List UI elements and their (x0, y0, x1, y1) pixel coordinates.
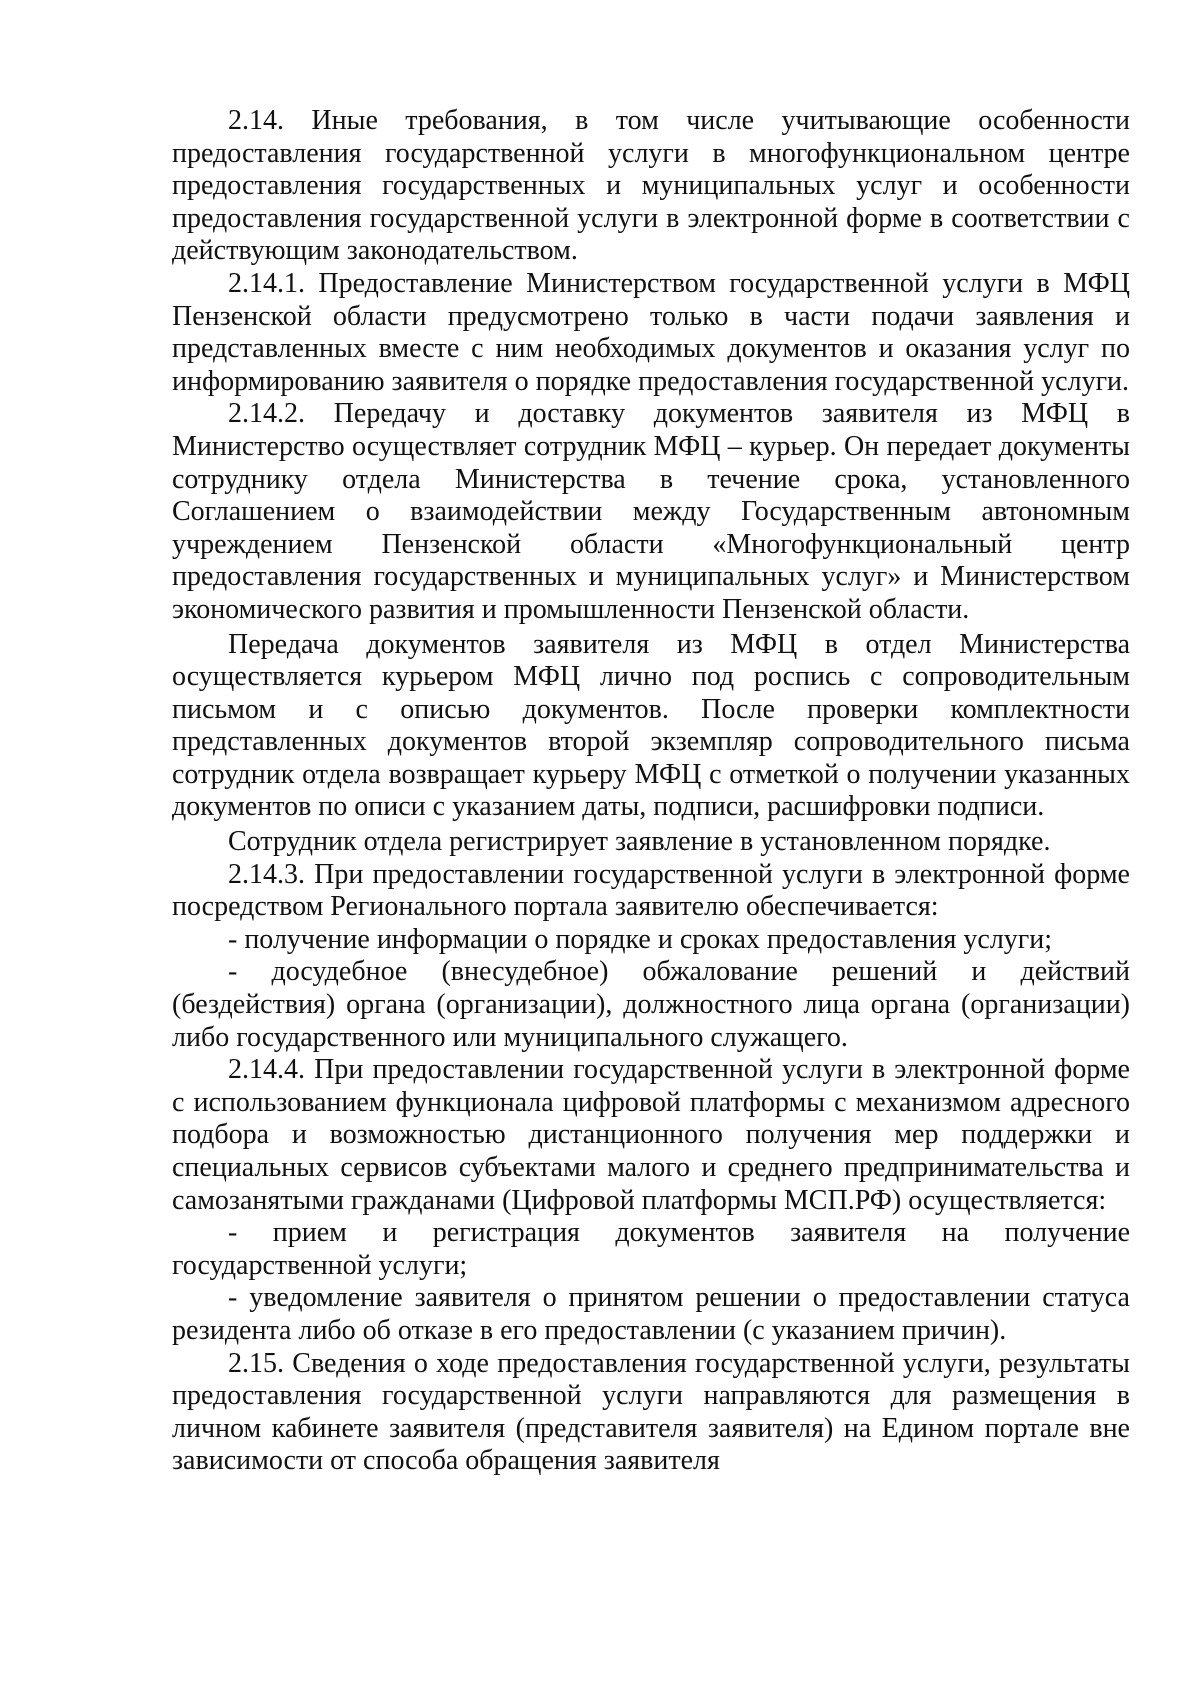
paragraph-document-transfer: Передача документов заявителя из МФЦ в отдел Министерства осуществляется курьером МФЦ лично под роспись с сопроводительным письмом и с описью документов. После проверки комплектности представленных документов второй экземпляр сопроводительного письма сотрудник отдела возвращает курьеру МФЦ с отметкой о получении указанных документов по описи с указанием даты, подписи, расшифровки подписи. (172, 628, 1130, 823)
paragraph-2-15: 2.15. Сведения о ходе предоставления государственной услуги, результаты предоставления государственной услуги направляются для размещения в личном кабинете заявителя (представителя заявителя) на Едином портале вне зависимости от способа обращения заявителя (172, 1347, 1130, 1477)
document-page (172, 105, 1130, 1478)
paragraph-2-14: 2.14. Иные требования, в том числе учитывающие особенности предоставления государственной услуги в многофункциональном центре предоставления государственных и муниципальных услуг и особенности предоставления государственной услуги в электронной форме в соответствии с действующим законодательством. (172, 105, 1130, 267)
paragraph-registration: Сотрудник отдела регистрирует заявление в установленном порядке. (228, 826, 1051, 858)
paragraph-2-14-4: 2.14.4. При предоставлении государственной услуги в электронной форме с использованием функционала цифровой платформы с механизмом адресного подбора и возможностью дистанционного получения мер поддержки и специальных сервисов субъектами малого и среднего предпринимательства и самозанятыми гражданами (Цифровой платформы МСП.РФ) осуществляется: (172, 1054, 1130, 1216)
list-item-information: - получение информации о порядке и сроках предоставления услуги; (228, 923, 1053, 955)
list-item-reception: - прием и регистрация документов заявителя на получение государственной услуги; (172, 1217, 1130, 1281)
list-item-appeal: - досудебное (внесудебное) обжалование решений и действий (бездействия) органа (организации), должностного лица органа (организации) либо государственного или муниципального служащего. (172, 956, 1130, 1053)
paragraph-2-14-2: 2.14.2. Передачу и доставку документов заявителя из МФЦ в Министерство осуществляет сотрудник МФЦ – курьер. Он передает документы сотруднику отдела Министерства в течение срока, установленного Соглашением о взаимодействии между Государственным автономным учреждением Пензенской области «Многофункциональный центр предоставления государственных и муниципальных услуг» и Министерством экономического развития и промышленности Пензенской области. (172, 398, 1130, 625)
paragraph-2-14-1: 2.14.1. Предоставление Министерством государственной услуги в МФЦ Пензенской области предусмотрено только в части подачи заявления и представленных вместе с ним необходимых документов и оказания услуг по информированию заявителя о порядке предоставления государственной услуги. (172, 267, 1130, 397)
list-item-notification: - уведомление заявителя о принятом решении о предоставлении статуса резидента либо об отказе в его предоставлении (с указанием причин). (172, 1282, 1130, 1346)
paragraph-2-14-3: 2.14.3. При предоставлении государственной услуги в электронной форме посредством Регионального портала заявителю обеспечивается: (172, 858, 1130, 923)
